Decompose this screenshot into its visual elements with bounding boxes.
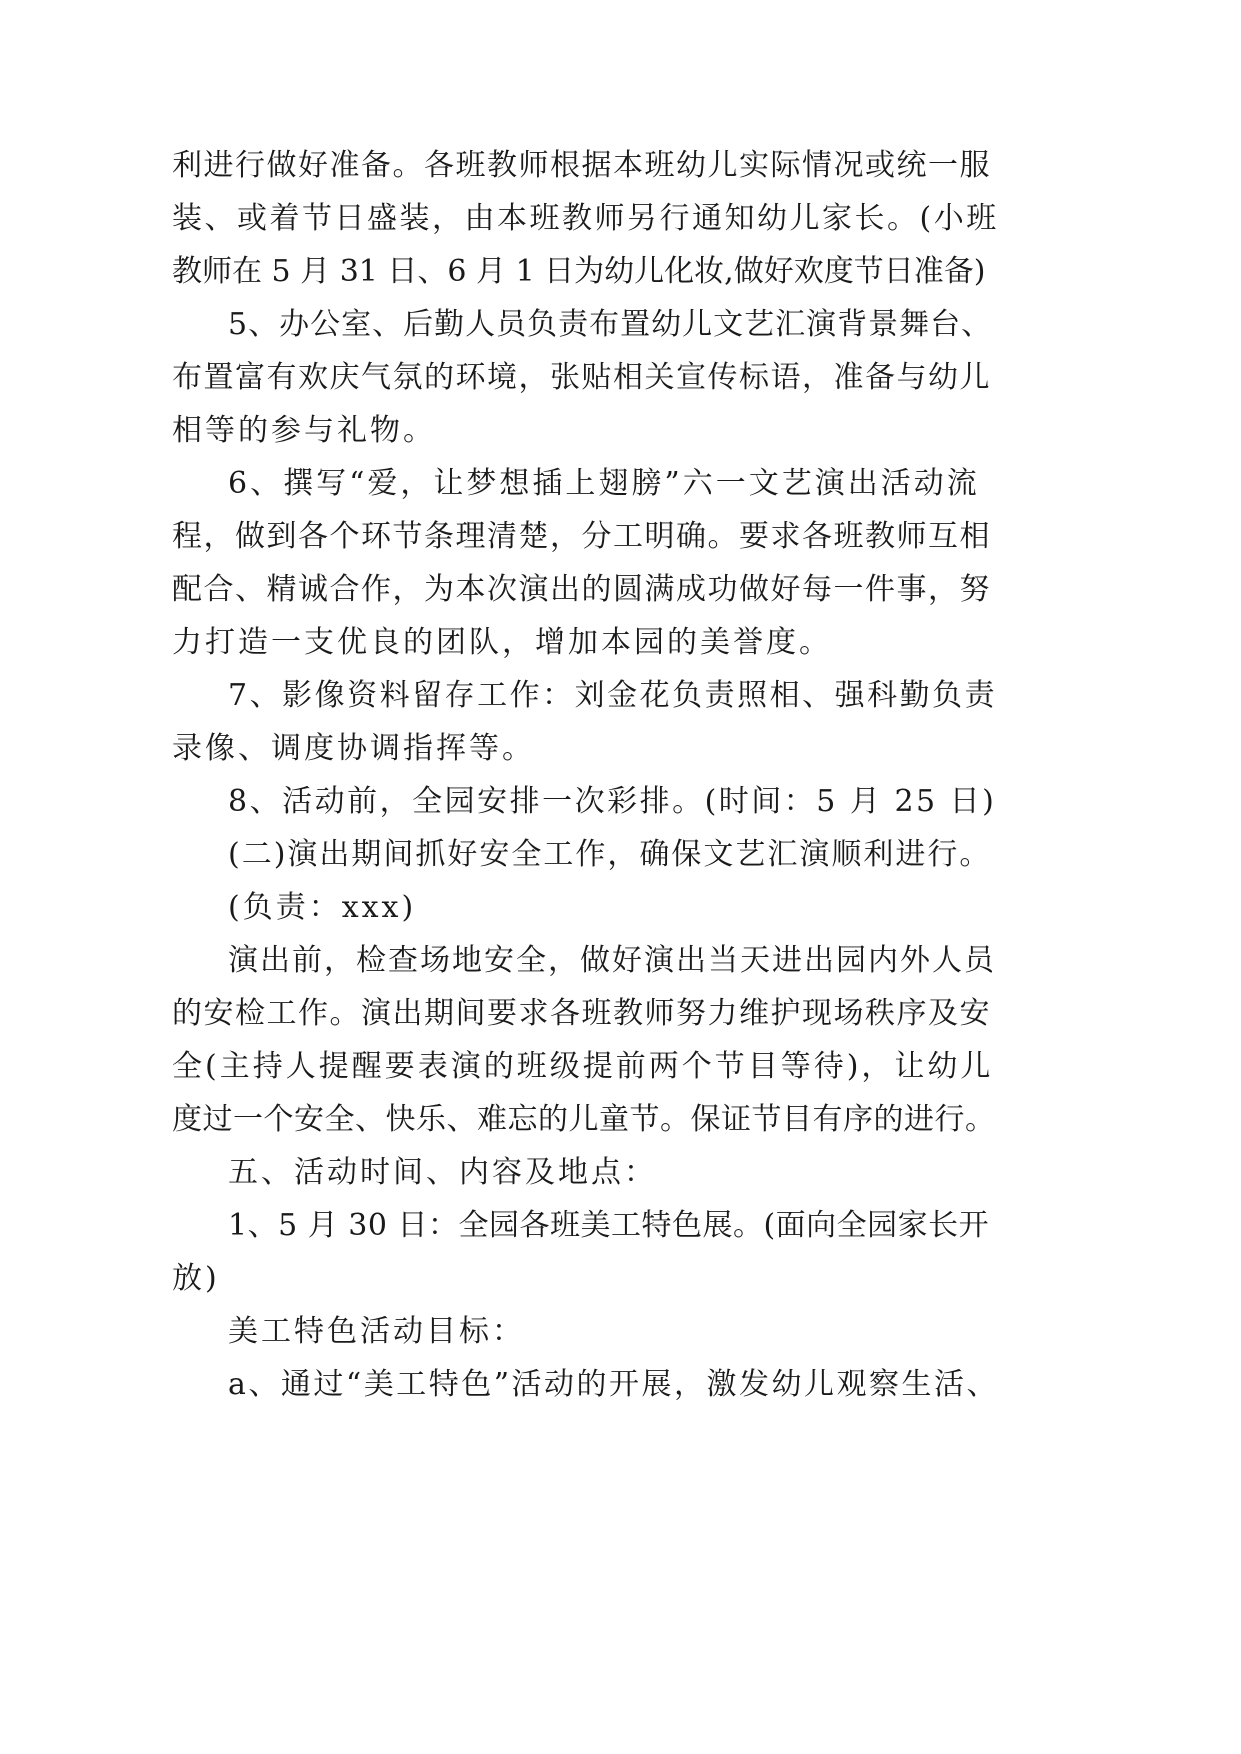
text-line: 7、影像资料留存工作：刘金花负责照相、强科勤负责 — [228, 678, 998, 713]
text-line: 的安检工作。演出期间要求各班教师努力维护现场秩序及安 — [172, 996, 991, 1031]
text-line: 录像、调度协调指挥等。 — [172, 731, 535, 766]
text-line: 装、或着节日盛装，由本班教师另行通知幼儿家长。(小班 — [172, 201, 999, 236]
text-line: 五、活动时间、内容及地点： — [228, 1155, 657, 1190]
text-line: 8、活动前，全园安排一次彩排。(时间：5 月 25 日) — [228, 784, 997, 819]
text-line: 5、办公室、后勤人员负责布置幼儿文艺汇演背景舞台、 — [228, 307, 993, 342]
text-line: 全(主持人提醒要表演的班级提前两个节目等待)，让幼儿 — [172, 1049, 994, 1084]
text-line: 放) — [172, 1261, 220, 1296]
text-line: a、通过“美工特色”活动的开展，激发幼儿观察生活、 — [228, 1367, 1000, 1402]
text-line: 教师在 5 月 31 日、6 月 1 日为幼儿化妆,做好欢度节日准备) — [172, 254, 986, 289]
text-line: 程，做到各个环节条理清楚，分工明确。要求各班教师互相 — [172, 519, 991, 554]
text-line: 6、撰写“爱，让梦想插上翅膀”六一文艺演出活动流 — [228, 466, 980, 501]
text-line: 布置富有欢庆气氛的环境，张贴相关宣传标语，准备与幼儿 — [172, 360, 991, 395]
text-line: (二)演出期间抓好安全工作，确保文艺汇演顺利进行。 — [228, 837, 992, 872]
text-line: 力打造一支优良的团队，增加本园的美誉度。 — [172, 625, 832, 660]
text-line: 1、5 月 30 日：全园各班美工特色展。(面向全园家长开 — [228, 1208, 990, 1243]
text-line: 度过一个安全、快乐、难忘的儿童节。保证节目有序的进行。 — [172, 1102, 996, 1137]
text-line: 美工特色活动目标： — [228, 1314, 525, 1349]
text-line: 相等的参与礼物。 — [172, 413, 436, 448]
text-line: 配合、精诚合作，为本次演出的圆满成功做好每一件事，努 — [172, 572, 991, 607]
text-line: 利进行做好准备。各班教师根据本班幼儿实际情况或统一服 — [172, 148, 991, 183]
text-line: 演出前，检查场地安全，做好演出当天进出园内外人员 — [228, 943, 996, 978]
text-line: (负责：xxx) — [228, 890, 417, 925]
